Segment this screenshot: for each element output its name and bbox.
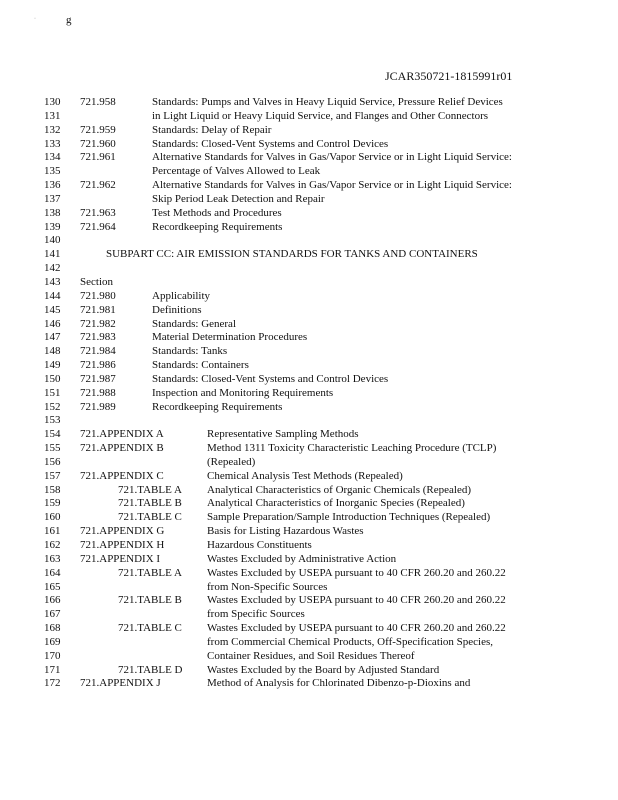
section-title: Hazardous Constituents: [207, 539, 312, 551]
line-row: [0, 248, 618, 262]
section-number: 721.962: [80, 179, 116, 192]
line-row: [0, 636, 618, 650]
line-row: [0, 650, 618, 664]
line-number: 134: [44, 151, 61, 164]
line-number: 163: [44, 552, 61, 565]
line-number: 160: [44, 511, 61, 524]
line-row: [0, 622, 618, 636]
line-row: [0, 345, 618, 359]
line-row: [0, 387, 618, 401]
section-number: 721.980: [80, 289, 116, 302]
line-row: [0, 581, 618, 595]
section-number: 721.984: [80, 345, 116, 358]
section-number: 721.986: [80, 359, 116, 372]
line-row: [0, 234, 618, 248]
section-title: Basis for Listing Hazardous Wastes: [207, 525, 364, 538]
line-number: 172: [44, 677, 61, 690]
line-number: 143: [44, 275, 61, 288]
line-number: 148: [44, 345, 61, 358]
section-title: Wastes Excluded by Administrative Action: [207, 552, 397, 565]
line-number: 151: [44, 386, 61, 399]
section-title: in Light Liquid or Heavy Liquid Service, and Flanges and Other Connectors: [152, 109, 489, 122]
section-title: from Specific Sources: [207, 608, 305, 621]
line-row: [0, 276, 618, 290]
line-number: 161: [44, 525, 61, 538]
line-number: 158: [44, 483, 61, 496]
line-row: [0, 331, 618, 345]
line-row: [0, 207, 618, 221]
section-title: from Commercial Chemical Products, Off-Specification Species,: [207, 635, 494, 648]
section-title: Test Methods and Procedures: [152, 206, 282, 219]
section-title: Inspection and Monitoring Requirements: [152, 386, 334, 399]
numbered-lines: [0, 96, 618, 691]
line-number: 144: [44, 289, 61, 302]
section-title: Wastes Excluded by USEPA pursuant to 40 CFR 260.20 and 260.22: [207, 594, 506, 607]
line-row: [0, 664, 618, 678]
section-title: Sample Preparation/Sample Introduction Techniques (Repealed): [207, 511, 491, 524]
line-number: 154: [44, 428, 61, 441]
section-number: 721.APPENDIX J: [80, 677, 161, 690]
section-title: from Non-Specific Sources: [207, 580, 328, 593]
corner-dot: ·: [34, 16, 36, 22]
section-number: 721.TABLE A: [118, 566, 182, 579]
section-number: 721.APPENDIX H: [80, 539, 165, 551]
section-title: Standards: Closed-Vent Systems and Control Devices: [152, 137, 389, 150]
section-title: Skip Period Leak Detection and Repair: [152, 192, 325, 205]
section-number: 721.963: [80, 206, 116, 219]
line-row: [0, 318, 618, 332]
line-row: [0, 414, 618, 428]
line-row: [0, 290, 618, 304]
section-number: 721.APPENDIX B: [80, 442, 164, 455]
line-number: 138: [44, 206, 61, 219]
line-row: [0, 359, 618, 373]
line-number: 165: [44, 580, 61, 593]
line-number: 137: [44, 192, 61, 205]
line-number: 152: [44, 400, 61, 413]
line-row: [0, 165, 618, 179]
line-row: [0, 304, 618, 318]
line-number: 164: [44, 566, 61, 579]
section-title: Representative Sampling Methods: [207, 428, 359, 441]
line-number: 147: [44, 331, 61, 344]
section-number: 721.960: [80, 137, 116, 150]
line-number: 155: [44, 442, 61, 455]
line-row: [0, 221, 618, 235]
section-title: Alternative Standards for Valves in Gas/Vapor Service or in Light Liquid Service:: [152, 151, 512, 164]
line-row: [0, 511, 618, 525]
line-number: 167: [44, 608, 61, 621]
line-row: [0, 401, 618, 415]
line-row: [0, 525, 618, 539]
section-title: Material Determination Procedures: [152, 331, 308, 344]
line-number: 136: [44, 179, 61, 192]
section-number: 721.961: [80, 151, 116, 164]
section-title: Applicability: [152, 289, 211, 302]
line-row: [0, 96, 618, 110]
section-number: 721.APPENDIX A: [80, 428, 164, 441]
section-title: Alternative Standards for Valves in Gas/Vapor Service or in Light Liquid Service:: [152, 179, 512, 192]
line-row: [0, 497, 618, 511]
section-title: Standards: Delay of Repair: [152, 123, 272, 136]
line-number: 145: [44, 303, 61, 316]
section-title: Recordkeeping Requirements: [152, 220, 283, 233]
section-number: 721.987: [80, 372, 116, 385]
line-row: [0, 151, 618, 165]
line-number: 133: [44, 137, 61, 150]
line-row: [0, 124, 618, 138]
section-title: Standards: Containers: [152, 359, 249, 372]
line-row: [0, 193, 618, 207]
line-row: [0, 470, 618, 484]
section-number: 721.959: [80, 123, 116, 136]
section-title: Wastes Excluded by USEPA pursuant to 40 CFR 260.20 and 260.22: [207, 566, 506, 579]
section-number: 721.TABLE B: [118, 497, 182, 510]
section-number: 721.APPENDIX C: [80, 469, 164, 482]
line-number: 150: [44, 372, 61, 385]
section-number: 721.TABLE D: [118, 663, 183, 676]
line-row: [0, 484, 618, 498]
line-row: [0, 567, 618, 581]
section-title: Percentage of Valves Allowed to Leak: [152, 165, 321, 178]
line-row: [0, 608, 618, 622]
section-number: 721.TABLE B: [118, 594, 182, 607]
section-title: Recordkeeping Requirements: [152, 400, 283, 413]
line-row: [0, 594, 618, 608]
section-number: 721.981: [80, 303, 116, 316]
line-row: [0, 539, 618, 553]
line-row: [0, 262, 618, 276]
line-number: 162: [44, 539, 61, 551]
section-title: Standards: Closed-Vent Systems and Control Devices: [152, 372, 389, 385]
line-number: 132: [44, 123, 61, 136]
document-id-header: JCAR350721-1815991r01: [385, 69, 513, 83]
line-row: [0, 456, 618, 470]
section-number: 721.964: [80, 220, 116, 233]
line-number: 170: [44, 649, 61, 662]
section-number: 721.958: [80, 96, 116, 108]
line-number: 171: [44, 663, 61, 676]
line-number: 140: [44, 234, 61, 247]
section-number: 721.983: [80, 331, 116, 344]
line-row: [0, 179, 618, 193]
line-number: 157: [44, 469, 61, 482]
section-title: Method of Analysis for Chlorinated Dibenzo-p-Dioxins and: [207, 677, 471, 690]
section-title: Standards: Tanks: [152, 345, 228, 358]
section-title: Standards: General: [152, 317, 236, 330]
line-number: 153: [44, 414, 61, 427]
line-row: [0, 373, 618, 387]
section-title: Method 1311 Toxicity Characteristic Leaching Procedure (TCLP): [207, 442, 497, 455]
section-number: 721.TABLE C: [118, 622, 182, 635]
line-number: 166: [44, 594, 61, 607]
line-number: 156: [44, 455, 61, 468]
section-title: Standards: Pumps and Valves in Heavy Liquid Service, Pressure Relief Devices: [152, 96, 503, 108]
section-number: 721.989: [80, 400, 116, 413]
line-number: 130: [44, 96, 61, 108]
section-number: 721.TABLE A: [118, 483, 182, 496]
line-number: 139: [44, 220, 61, 233]
section-title: Container Residues, and Soil Residues Thereof: [207, 649, 415, 662]
section-number: 721.APPENDIX I: [80, 552, 161, 565]
section-number: 721.APPENDIX G: [80, 525, 165, 538]
section-title: Analytical Characteristics of Inorganic Species (Repealed): [207, 497, 465, 510]
line-number: 135: [44, 165, 61, 178]
subpart-title: SUBPART CC: AIR EMISSION STANDARDS FOR TANKS AND CONTAINERS: [106, 248, 478, 261]
section-title: Wastes Excluded by USEPA pursuant to 40 CFR 260.20 and 260.22: [207, 622, 506, 635]
line-row: [0, 428, 618, 442]
section-title: Wastes Excluded by the Board by Adjusted Standard: [207, 663, 440, 676]
line-number: 149: [44, 359, 61, 372]
section-number: Section: [80, 275, 113, 288]
section-title: Analytical Characteristics of Organic Chemicals (Repealed): [207, 483, 471, 496]
section-number: 721.988: [80, 386, 116, 399]
line-number: 141: [44, 248, 61, 261]
line-row: [0, 110, 618, 124]
line-row: [0, 677, 618, 691]
section-title: Definitions: [152, 303, 202, 316]
line-row: [0, 553, 618, 567]
line-number: 142: [44, 262, 61, 275]
line-number: 131: [44, 109, 61, 122]
line-number: 168: [44, 622, 61, 635]
line-row: [0, 138, 618, 152]
section-number: 721.TABLE C: [118, 511, 182, 524]
line-number: 159: [44, 497, 61, 510]
section-number: 721.982: [80, 317, 116, 330]
line-number: 169: [44, 635, 61, 648]
corner-mark: g: [66, 14, 72, 26]
section-title: (Repealed): [207, 455, 256, 468]
section-title: Chemical Analysis Test Methods (Repealed): [207, 469, 403, 482]
line-number: 146: [44, 317, 61, 330]
line-row: [0, 442, 618, 456]
